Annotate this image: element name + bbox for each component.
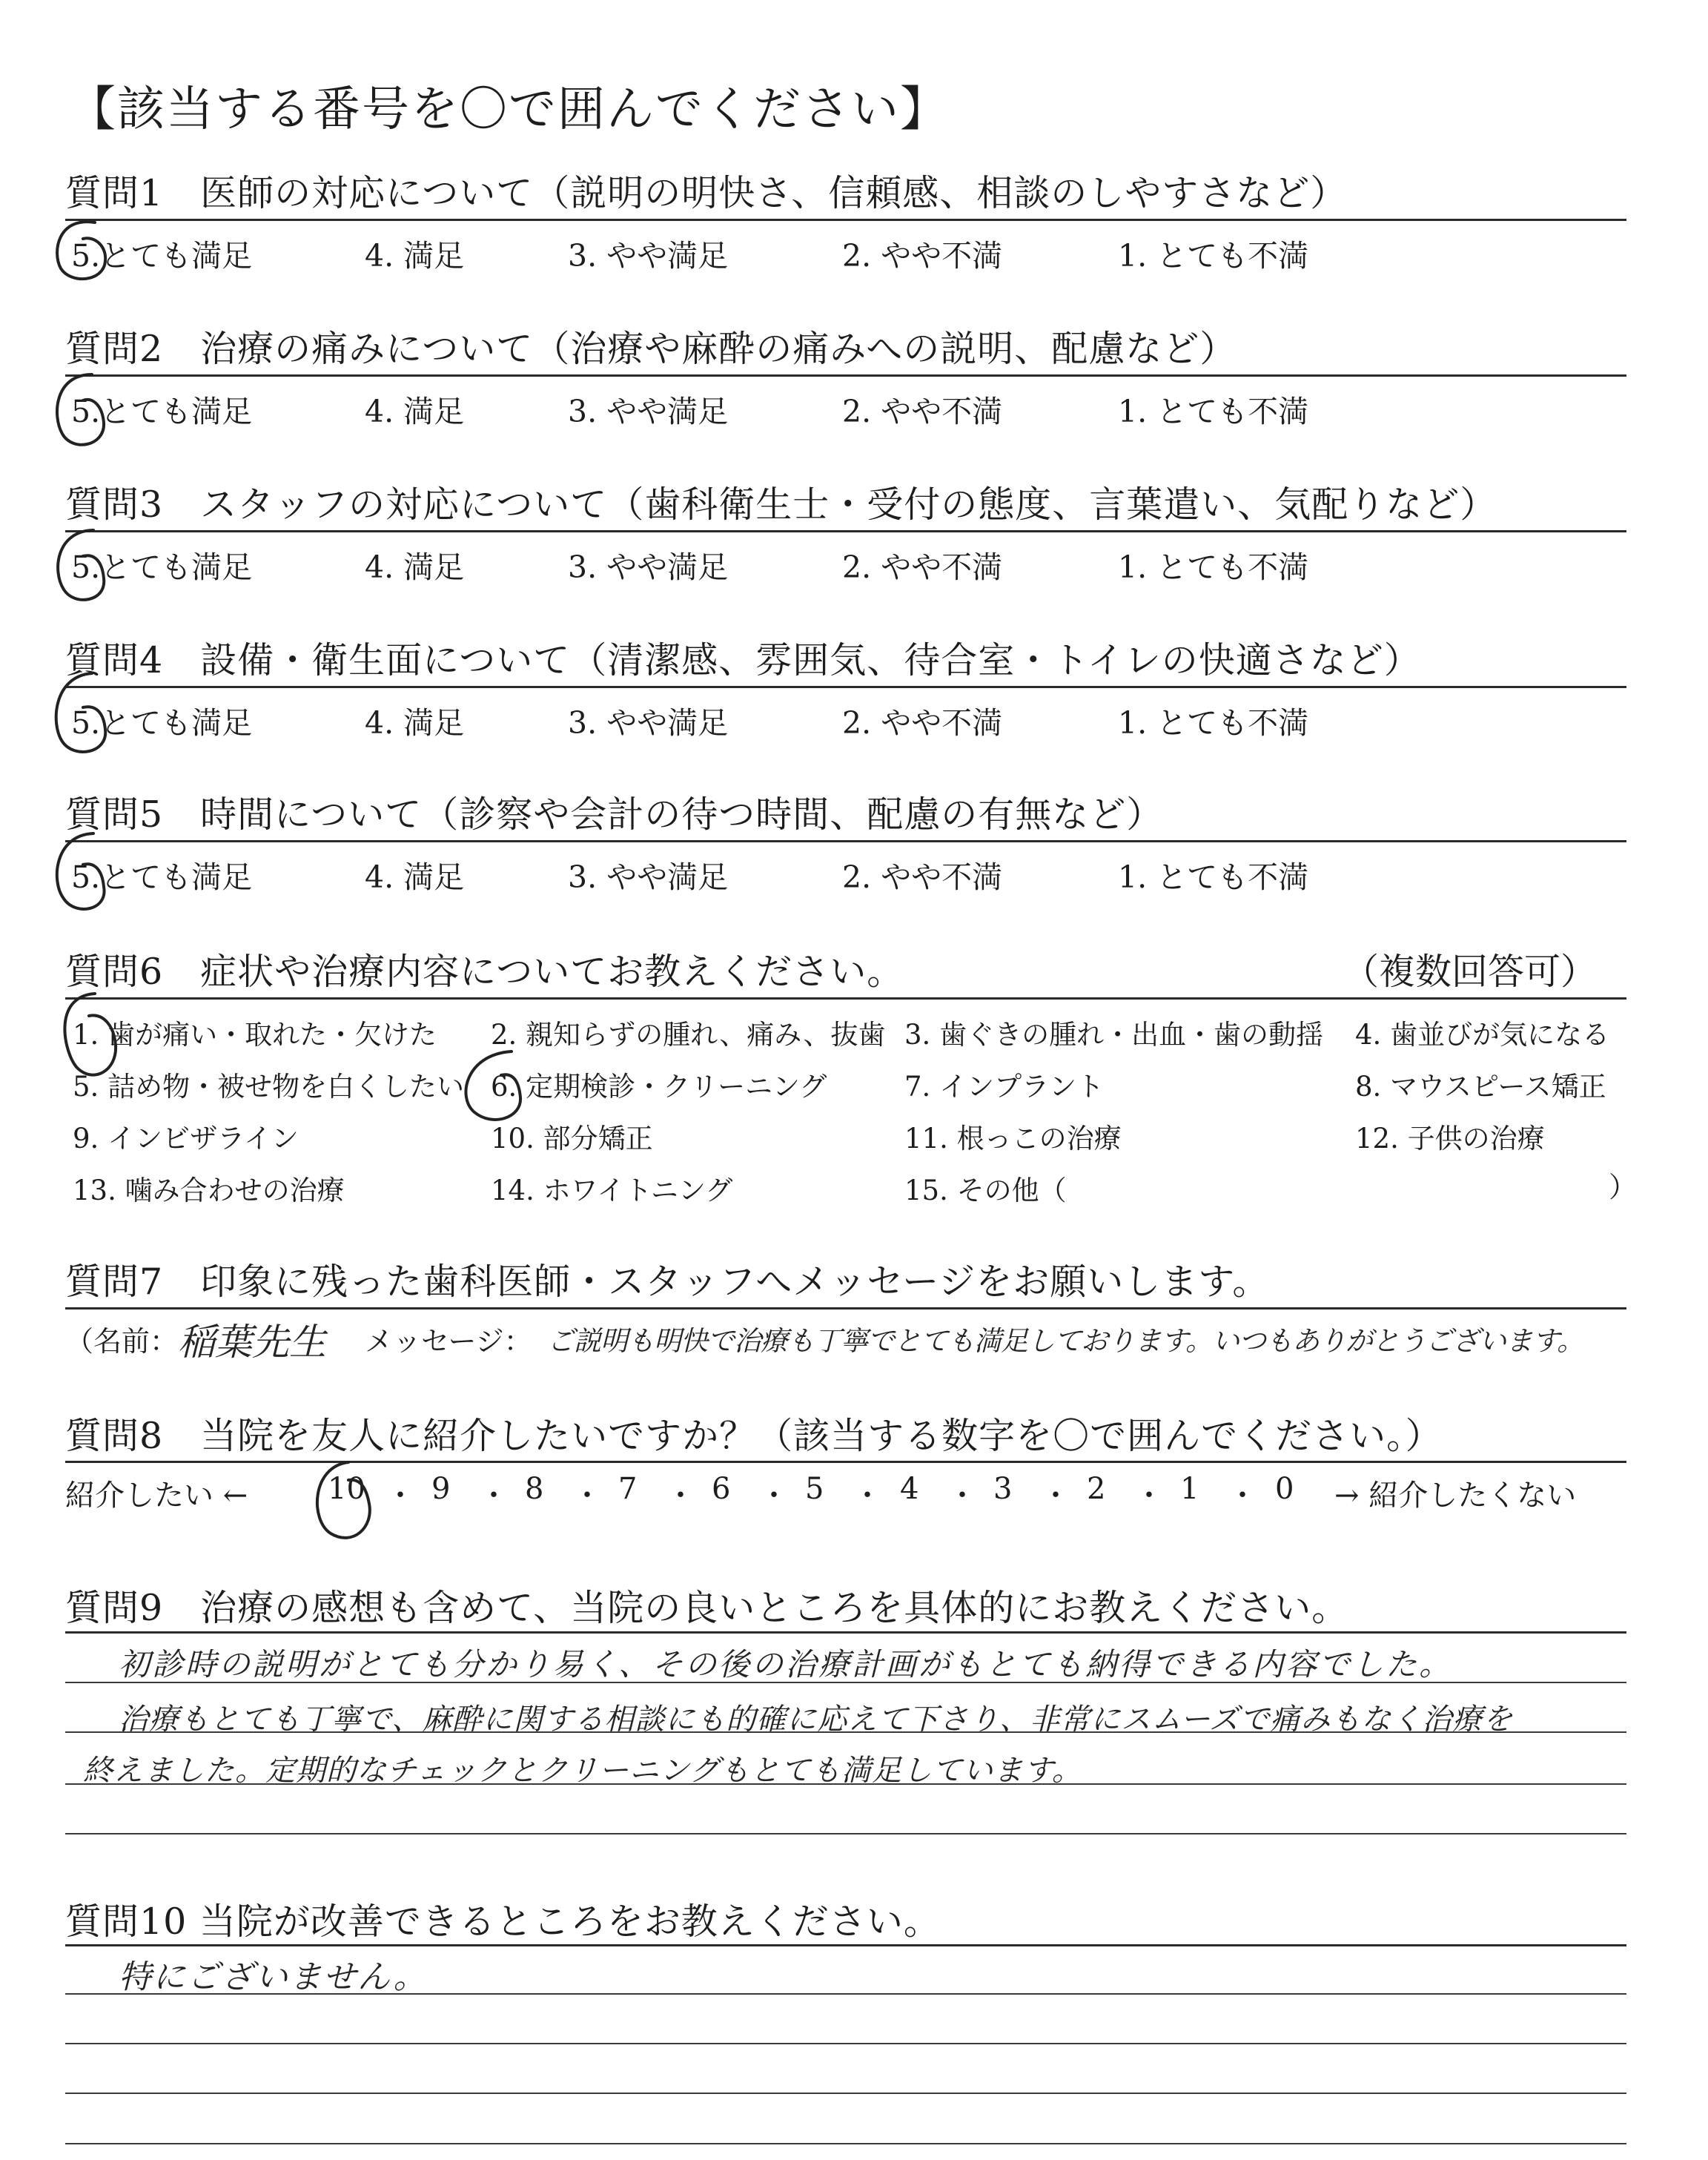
q1-option-5[interactable]: 5.とても満足 bbox=[71, 238, 253, 274]
q6-item-2[interactable]: 2. 親知らずの腫れ、痛み、抜歯 bbox=[491, 1019, 886, 1051]
q8-scale-8[interactable]: 8 bbox=[525, 1472, 544, 1506]
q6-item-15[interactable]: 15. その他（ bbox=[904, 1175, 1067, 1206]
question-4-rule bbox=[65, 686, 1626, 688]
q7-message-label: メッセージ： bbox=[365, 1325, 532, 1358]
question-5-rule bbox=[65, 840, 1626, 842]
q10-writing-line bbox=[65, 2093, 1626, 2094]
question-10-title: 質問10 当院が改善できるところをお教えください。 bbox=[65, 1900, 941, 1943]
q4-option-1[interactable]: 1. とても不満 bbox=[1118, 705, 1309, 741]
q4-option-2[interactable]: 2. やや不満 bbox=[842, 705, 1003, 741]
q9-answer-line-3[interactable]: 終えました。定期的なチェックとクリーニングもとても満足しています。 bbox=[83, 1754, 1082, 1788]
q6-item-8[interactable]: 8. マウスピース矯正 bbox=[1355, 1071, 1606, 1103]
q8-scale-1[interactable]: 1 bbox=[1180, 1472, 1199, 1506]
q9-writing-line bbox=[65, 1731, 1626, 1733]
q6-item-11[interactable]: 11. 根っこの治療 bbox=[904, 1123, 1122, 1155]
q2-option-2[interactable]: 2. やや不満 bbox=[842, 394, 1003, 429]
q10-writing-line bbox=[65, 2143, 1626, 2144]
q9-answer-line-1[interactable]: 初診時の説明がとても分かり易く、その後の治療計画がもとても納得できる内容でした。 bbox=[119, 1646, 1453, 1682]
q8-scale-dot: ・ bbox=[479, 1479, 509, 1513]
q4-option-5[interactable]: 5.とても満足 bbox=[71, 705, 253, 741]
q9-writing-line bbox=[65, 1783, 1626, 1785]
q7-name-handwritten[interactable]: 稲葉先生 bbox=[178, 1321, 326, 1364]
question-3-rule bbox=[65, 530, 1626, 532]
q2-option-1[interactable]: 1. とても不満 bbox=[1118, 394, 1309, 429]
q5-option-3[interactable]: 3. やや満足 bbox=[568, 859, 729, 895]
q6-item-7[interactable]: 7. インプラント bbox=[904, 1071, 1105, 1103]
question-8-title: 質問8 当院を友人に紹介したいですか？（該当する数字を〇で囲んでください。） bbox=[65, 1415, 1443, 1457]
q5-option-2[interactable]: 2. やや不満 bbox=[842, 859, 1003, 895]
q8-scale-dot: ・ bbox=[1134, 1479, 1164, 1513]
q8-scale-9[interactable]: 9 bbox=[431, 1472, 451, 1506]
q5-option-1[interactable]: 1. とても不満 bbox=[1118, 859, 1309, 895]
q10-writing-line bbox=[65, 2043, 1626, 2044]
q6-multiple-note: （複数回答可） bbox=[1342, 951, 1597, 993]
q6-item-12[interactable]: 12. 子供の治療 bbox=[1355, 1123, 1545, 1155]
q1-option-1[interactable]: 1. とても不満 bbox=[1118, 238, 1309, 274]
question-3-title: 質問3 スタッフの対応について（歯科衛生士・受付の態度、言葉遣い、気配りなど） bbox=[65, 483, 1497, 526]
question-2-rule bbox=[65, 374, 1626, 377]
q6-item-13[interactable]: 13. 噛み合わせの治療 bbox=[73, 1175, 345, 1206]
q6-item-4[interactable]: 4. 歯並びが気になる bbox=[1355, 1019, 1610, 1051]
q8-scale-dot: ・ bbox=[1228, 1479, 1257, 1513]
q8-scale-7[interactable]: 7 bbox=[618, 1472, 638, 1506]
q3-option-4[interactable]: 4. 満足 bbox=[365, 549, 465, 585]
question-9-rule bbox=[65, 1631, 1626, 1634]
q6-item-3[interactable]: 3. 歯ぐきの腫れ・出血・歯の動揺 bbox=[904, 1019, 1324, 1051]
q8-scale-5[interactable]: 5 bbox=[805, 1472, 824, 1506]
question-6-title: 質問6 症状や治療内容についてお教えください。 bbox=[65, 951, 904, 993]
question-9-title: 質問9 治療の感想も含めて、当院の良いところを具体的にお教えください。 bbox=[65, 1587, 1349, 1629]
q5-option-4[interactable]: 4. 満足 bbox=[365, 859, 465, 895]
q5-option-5[interactable]: 5.とても満足 bbox=[71, 859, 253, 895]
question-7-title: 質問7 印象に残った歯科医師・スタッフへメッセージをお願いします。 bbox=[65, 1261, 1270, 1303]
q2-option-4[interactable]: 4. 満足 bbox=[365, 394, 465, 429]
q8-scale-10[interactable]: 10 bbox=[328, 1472, 365, 1506]
page-title: 【該当する番号を〇で囲んでください】 bbox=[68, 82, 949, 137]
q1-option-3[interactable]: 3. やや満足 bbox=[568, 238, 729, 274]
q8-scale-dot: ・ bbox=[947, 1479, 977, 1513]
q2-option-5[interactable]: 5.とても満足 bbox=[71, 394, 253, 429]
question-5-title: 質問5 時間について（診察や会計の待つ時間、配慮の有無など） bbox=[65, 793, 1164, 836]
q1-option-4[interactable]: 4. 満足 bbox=[365, 238, 465, 274]
q9-writing-line bbox=[65, 1833, 1626, 1834]
q4-option-3[interactable]: 3. やや満足 bbox=[568, 705, 729, 741]
q3-option-3[interactable]: 3. やや満足 bbox=[568, 549, 729, 585]
q8-scale-dot: ・ bbox=[385, 1479, 415, 1513]
q6-other-close-paren: ） bbox=[1609, 1171, 1638, 1203]
q7-name-label: （名前： bbox=[65, 1325, 179, 1358]
q8-scale-3[interactable]: 3 bbox=[993, 1472, 1013, 1506]
question-1-title: 質問1 医師の対応について（説明の明快さ、信頼感、相談のしやすさなど） bbox=[65, 172, 1348, 214]
q8-scale-0[interactable]: 0 bbox=[1275, 1472, 1294, 1506]
q8-scale-4[interactable]: 4 bbox=[900, 1472, 919, 1506]
q1-option-2[interactable]: 2. やや不満 bbox=[842, 238, 1003, 274]
q6-item-9[interactable]: 9. インビザライン bbox=[73, 1123, 299, 1155]
q8-right-label: → 紹介したくない bbox=[1334, 1479, 1577, 1513]
q4-option-4[interactable]: 4. 満足 bbox=[365, 705, 465, 741]
q6-item-14[interactable]: 14. ホワイトニング bbox=[491, 1175, 733, 1206]
q3-option-1[interactable]: 1. とても不満 bbox=[1118, 549, 1309, 585]
question-8-rule bbox=[65, 1461, 1626, 1463]
q8-scale-dot: ・ bbox=[666, 1479, 695, 1513]
question-7-rule bbox=[65, 1307, 1626, 1309]
q8-scale-dot: ・ bbox=[759, 1479, 789, 1513]
q6-item-6[interactable]: 6. 定期検診・クリーニング bbox=[491, 1071, 827, 1103]
q8-left-label: 紹介したい ← bbox=[65, 1479, 248, 1513]
q10-answer-line-1[interactable]: 特にございません。 bbox=[119, 1958, 428, 1996]
q3-option-5[interactable]: 5.とても満足 bbox=[71, 549, 253, 585]
q8-scale-dot: ・ bbox=[1041, 1479, 1070, 1513]
question-6-rule bbox=[65, 997, 1626, 1000]
q10-writing-line bbox=[65, 1993, 1626, 1995]
q2-option-3[interactable]: 3. やや満足 bbox=[568, 394, 729, 429]
question-10-rule bbox=[65, 1944, 1626, 1946]
q8-scale-6[interactable]: 6 bbox=[712, 1472, 731, 1506]
q8-scale-2[interactable]: 2 bbox=[1087, 1472, 1106, 1506]
q6-item-10[interactable]: 10. 部分矯正 bbox=[491, 1123, 653, 1155]
q8-scale-dot: ・ bbox=[572, 1479, 602, 1513]
q7-message-handwritten[interactable]: ご説明も明快で治療も丁寧でとても満足しております。いつもありがとうございます。 bbox=[547, 1325, 1584, 1357]
q9-writing-line bbox=[65, 1682, 1626, 1683]
q8-scale-dot: ・ bbox=[853, 1479, 882, 1513]
q9-answer-line-2[interactable]: 治療もとても丁寧で、麻酔に関する相談にも的確に応えて下さり、非常にスムーズで痛みもなく治療を bbox=[119, 1702, 1514, 1737]
question-1-rule bbox=[65, 219, 1626, 221]
question-4-title: 質問4 設備・衛生面について（清潔感、雰囲気、待合室・トイレの快適さなど） bbox=[65, 639, 1421, 681]
q6-item-5[interactable]: 5. 詰め物・被せ物を白くしたい bbox=[73, 1071, 465, 1103]
q6-item-1[interactable]: 1. 歯が痛い・取れた・欠けた bbox=[73, 1019, 437, 1051]
question-2-title: 質問2 治療の痛みについて（治療や麻酔の痛みへの説明、配慮など） bbox=[65, 328, 1237, 370]
q3-option-2[interactable]: 2. やや不満 bbox=[842, 549, 1003, 585]
